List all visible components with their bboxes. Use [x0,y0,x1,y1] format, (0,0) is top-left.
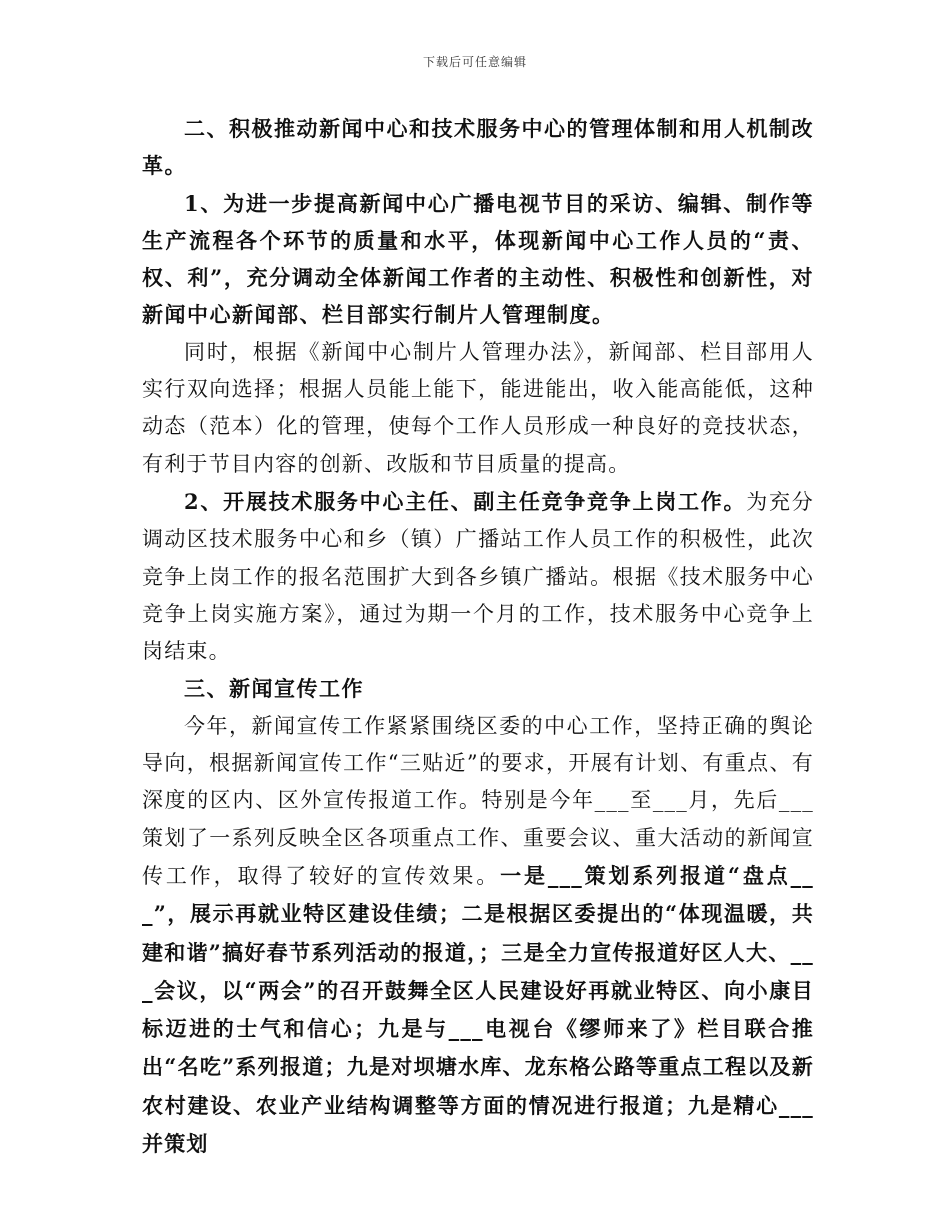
page-header-note: 下载后可任意编辑 [422,55,527,69]
news-work-intro: 今年，新闻宣传工作紧紧围绕区委的中心工作，坚持正确的舆论导向，根据新闻宣传工作“三贴近”的要求，开展有计划、有重点、有深度的区内、区外宣传报道工作。特别是今年___至___月，先后___策划了一系列反映全区各项重点工作、重要会议、重大活动的新闻宣传工作，取得了较好的宣传效果。 [142,713,814,888]
news-work-highlights: 一是___策划系列报道“盘点___”，展示再就业特区建设佳绩；二是根据区委提出的“体现温暖，共建和谐”搞好春节系列活动的报道，；三是全力宣传报道好区人大、___会议，以“两会”的召开鼓舞全区人民建设好再就业特区、向小康目标迈进的士气和信心；九是与___电视台《缪师来了》栏目联合推出“名吃”系列报道；九是对坝塘水库、龙东格公路等重点工程以及新农村建设、农业产业结构调整等方面的情况进行报道；九是精心___并策划 [142,862,815,1157]
section-3-heading: 三、新闻宣传工作 [184,676,364,702]
item-2-paragraph [142,483,814,670]
item-2-body: 为充分调动区技术服务中心和乡（镇）广播站工作人员工作的积极性，此次竞争上岗工作的报名范围扩大到各乡镇广播站。根据《技术服务中心竞争上岗实施方案》，通过为期一个月的工作，技术服务中心竞争上岗结束。 [142,489,814,664]
simultaneous-paragraph: 同时，根据《新闻中心制片人管理办法》，新闻部、栏目部用人实行双向选择；根据人员能上能下，能进能出，收入能高能低，这种动态（范本）化的管理，使每个工作人员形成一种良好的竞技状态，有利于节目内容的创新、改版和节目质量的提高。 [142,339,814,476]
section-2-heading: 二、积极推动新闻中心和技术服务中心的管理体制和用人机制改革。 [142,116,814,179]
item-1-paragraph: 1、为进一步提高新闻中心广播电视节目的采访、编辑、制作等生产流程各个环节的质量和水平，体现新闻中心工作人员的“责、权、利”，充分调动全体新闻工作者的主动性、积极性和创新性，对新闻中心新闻部、栏目部实行制片人管理制度。 [142,190,814,328]
document-body [142,110,814,1163]
news-work-paragraph [142,708,814,1164]
item-2-heading: 2、开展技术服务中心主任、副主任竞争竞争上岗工作。 [184,488,747,514]
